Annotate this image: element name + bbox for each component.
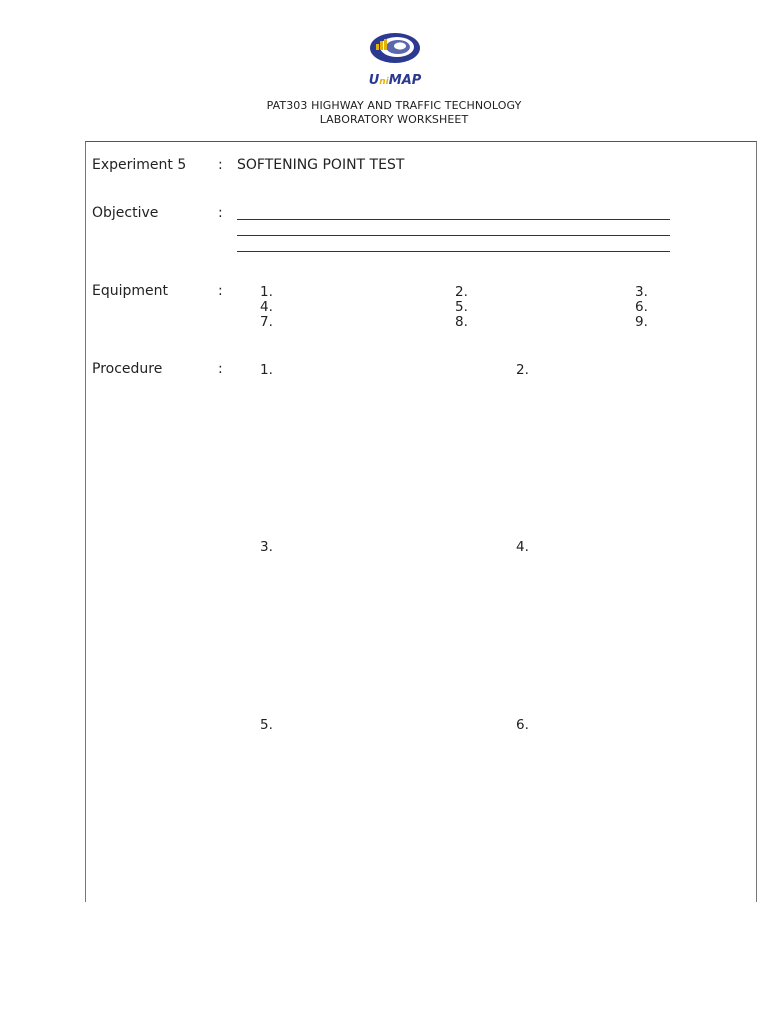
procedure-label: Procedure [92,361,163,377]
equipment-item-3: 3. [635,284,648,300]
procedure-step-4: 4. [516,539,529,555]
equipment-item-8: 8. [455,314,468,330]
procedure-step-2: 2. [516,362,529,378]
objective-line-3 [237,251,670,252]
worksheet-frame [85,141,757,902]
equipment-item-1: 1. [260,284,273,300]
svg-text:UniMAP: UniMAP [368,73,422,88]
equipment-item-5: 5. [455,299,468,315]
equipment-label: Equipment [92,283,168,299]
objective-label: Objective [92,205,159,221]
experiment-colon: : [218,157,223,173]
equipment-item-6: 6. [635,299,648,315]
worksheet-title: LABORATORY WORKSHEET [319,113,469,126]
course-title: PAT303 HIGHWAY AND TRAFFIC TECHNOLOGY [266,99,522,112]
experiment-value: SOFTENING POINT TEST [237,157,405,173]
equipment-item-9: 9. [635,314,648,330]
objective-line-2 [237,235,670,236]
equipment-item-4: 4. [260,299,273,315]
unimap-logo [366,30,424,90]
procedure-colon: : [218,361,223,377]
objective-line-1 [237,219,670,220]
procedure-step-3: 3. [260,539,273,555]
procedure-step-5: 5. [260,717,273,733]
equipment-item-7: 7. [260,314,273,330]
equipment-item-2: 2. [455,284,468,300]
procedure-step-1: 1. [260,362,273,378]
experiment-label: Experiment 5 [92,157,187,173]
equipment-colon: : [218,283,223,299]
objective-colon: : [218,205,223,221]
procedure-step-6: 6. [516,717,529,733]
